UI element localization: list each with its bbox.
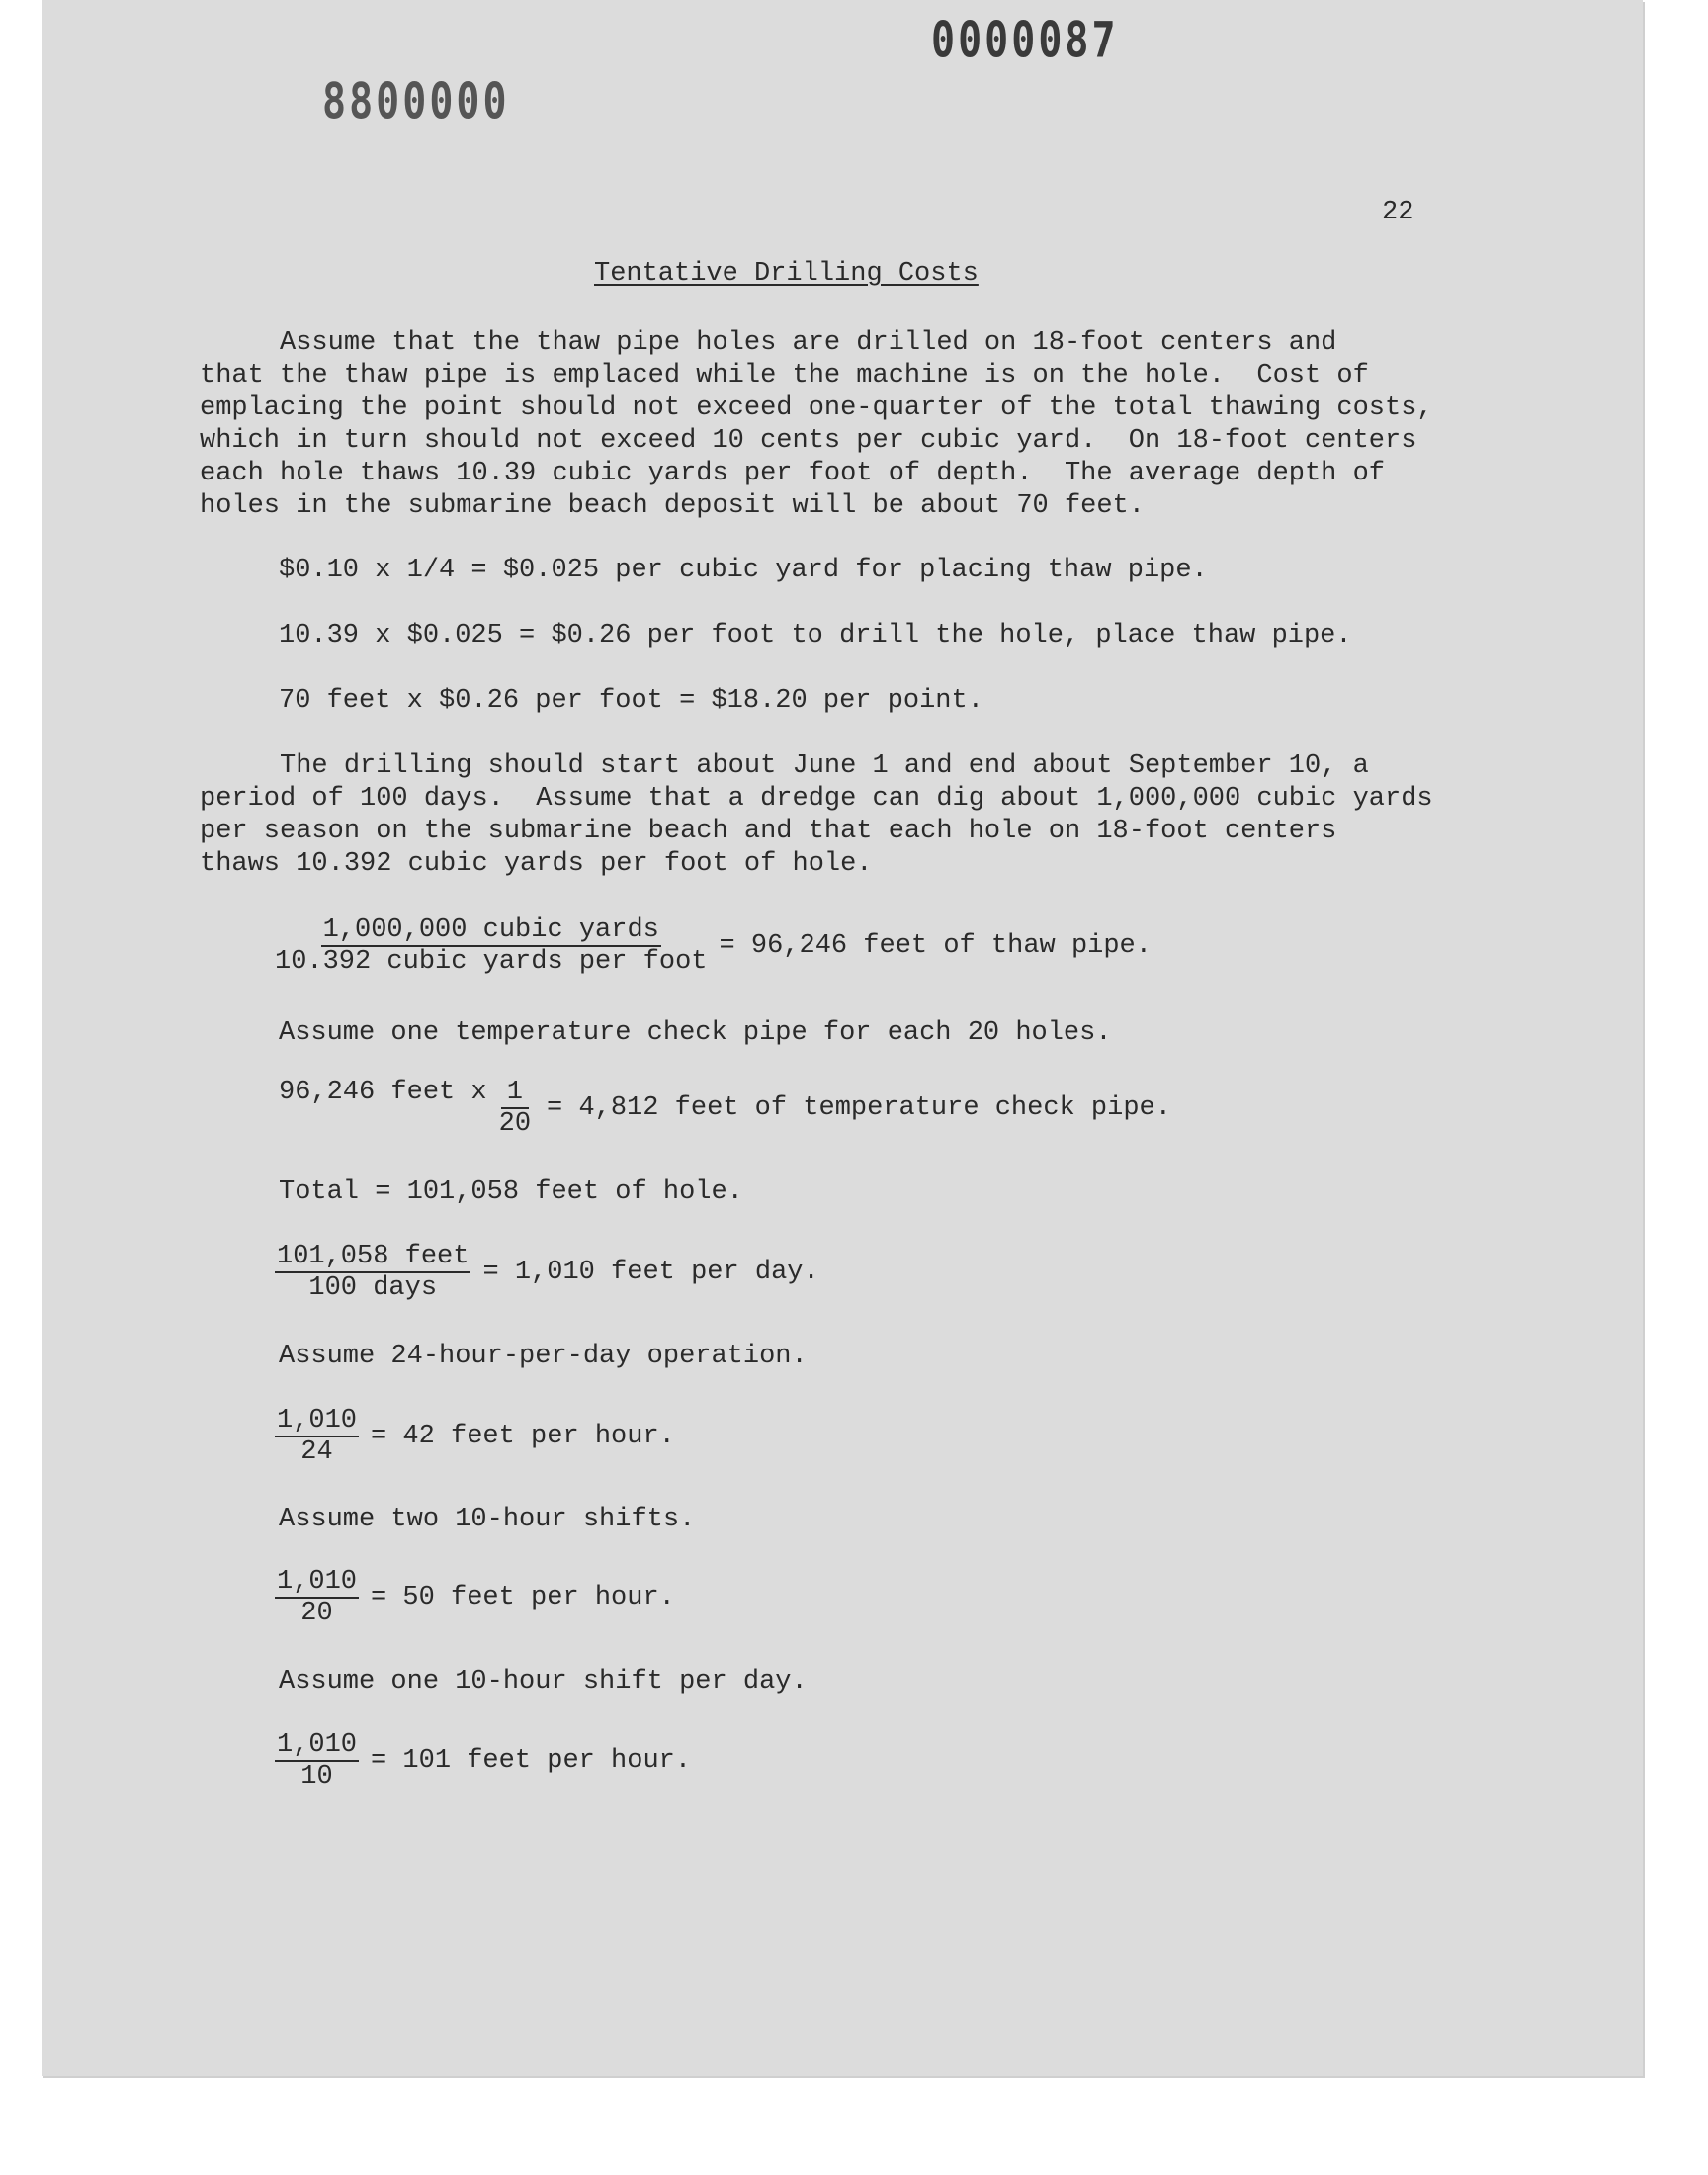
fraction-numerator: 1 [501, 1078, 529, 1109]
fraction-denominator: 20 [300, 1599, 333, 1628]
total-feet-of-hole: Total = 101,058 feet of hole. [279, 1177, 743, 1207]
fraction-denominator: 10.392 cubic yards per foot [275, 947, 708, 977]
fraction-prefix: 96,246 feet x [279, 1078, 487, 1107]
calc-drill-cost-per-foot: 10.39 x $0.025 = $0.26 per foot to drill the hole, place thaw pipe. [279, 621, 1352, 651]
fraction-numerator: 101,058 feet [277, 1242, 470, 1271]
fraction-check-pipe-feet [279, 1078, 1171, 1139]
fraction-result: = 42 feet per hour. [371, 1422, 675, 1451]
fraction-denominator: 20 [498, 1109, 532, 1139]
assumption-check-pipe: Assume one temperature check pipe for each 20 holes. [279, 1018, 1112, 1048]
assumption-one-shift: Assume one 10-hour shift per day. [279, 1667, 808, 1696]
fraction-result: = 1,010 feet per day. [482, 1258, 819, 1287]
assumption-24-hour-operation: Assume 24-hour-per-day operation. [279, 1342, 808, 1371]
fraction-thaw-pipe-feet [275, 915, 1152, 977]
page-title: Tentative Drilling Costs [594, 259, 979, 289]
fraction-denominator: 10 [300, 1762, 333, 1791]
fraction-denominator: 100 days [308, 1273, 438, 1303]
assumption-two-shifts: Assume two 10-hour shifts. [279, 1505, 696, 1534]
fraction-feet-per-hour-10 [275, 1730, 691, 1791]
fraction-feet-per-day [275, 1242, 819, 1303]
fraction-result: = 4,812 feet of temperature check pipe. [547, 1093, 1171, 1123]
fraction-numerator: 1,010 [277, 1730, 358, 1760]
calc-placing-thaw-pipe: $0.10 x 1/4 = $0.025 per cubic yard for placing thaw pipe. [279, 556, 1208, 585]
fraction-result: = 101 feet per hour. [371, 1746, 692, 1776]
archive-stamp-number: 8800000 [322, 73, 510, 130]
fraction-result: = 96,246 feet of thaw pipe. [719, 931, 1152, 961]
fraction-numerator: 1,010 [277, 1567, 358, 1597]
paragraph-schedule: The drilling should start about June 1 and end about September 10, a period of 100 days. Assume that a dredge can dig about 1,000,000 cubic yards per season on the submarine beach and that each hole on 18-foot centers thaws 10.392 cubic yards per foot of hole. [200, 751, 1433, 879]
fraction-feet-per-hour-20 [275, 1567, 675, 1628]
page-number: 22 [1382, 198, 1414, 227]
fraction-feet-per-hour-24 [275, 1406, 675, 1467]
calc-cost-per-point: 70 feet x $0.26 per foot = $18.20 per point. [279, 686, 983, 716]
fraction-numerator: 1,000,000 cubic yards [322, 915, 659, 945]
fraction-numerator: 1,010 [277, 1406, 358, 1436]
document-page [42, 0, 1643, 2076]
document-stamp-number: 0000087 [931, 12, 1119, 69]
fraction-result: = 50 feet per hour. [371, 1583, 675, 1612]
paragraph-assumptions: Assume that the thaw pipe holes are drilled on 18-foot centers and that the thaw pipe is emplaced while the machine is on the hole. Cost of emplacing the point should not exceed one-quarter of the total thawing costs, which in turn should not exceed 10 cents per cubic yard. On 18-foot centers each hole thaws 10.39 cubic yards per foot of depth. The average depth of holes in the submarine beach deposit will be about 70 feet. [200, 328, 1433, 521]
fraction-denominator: 24 [300, 1437, 333, 1467]
